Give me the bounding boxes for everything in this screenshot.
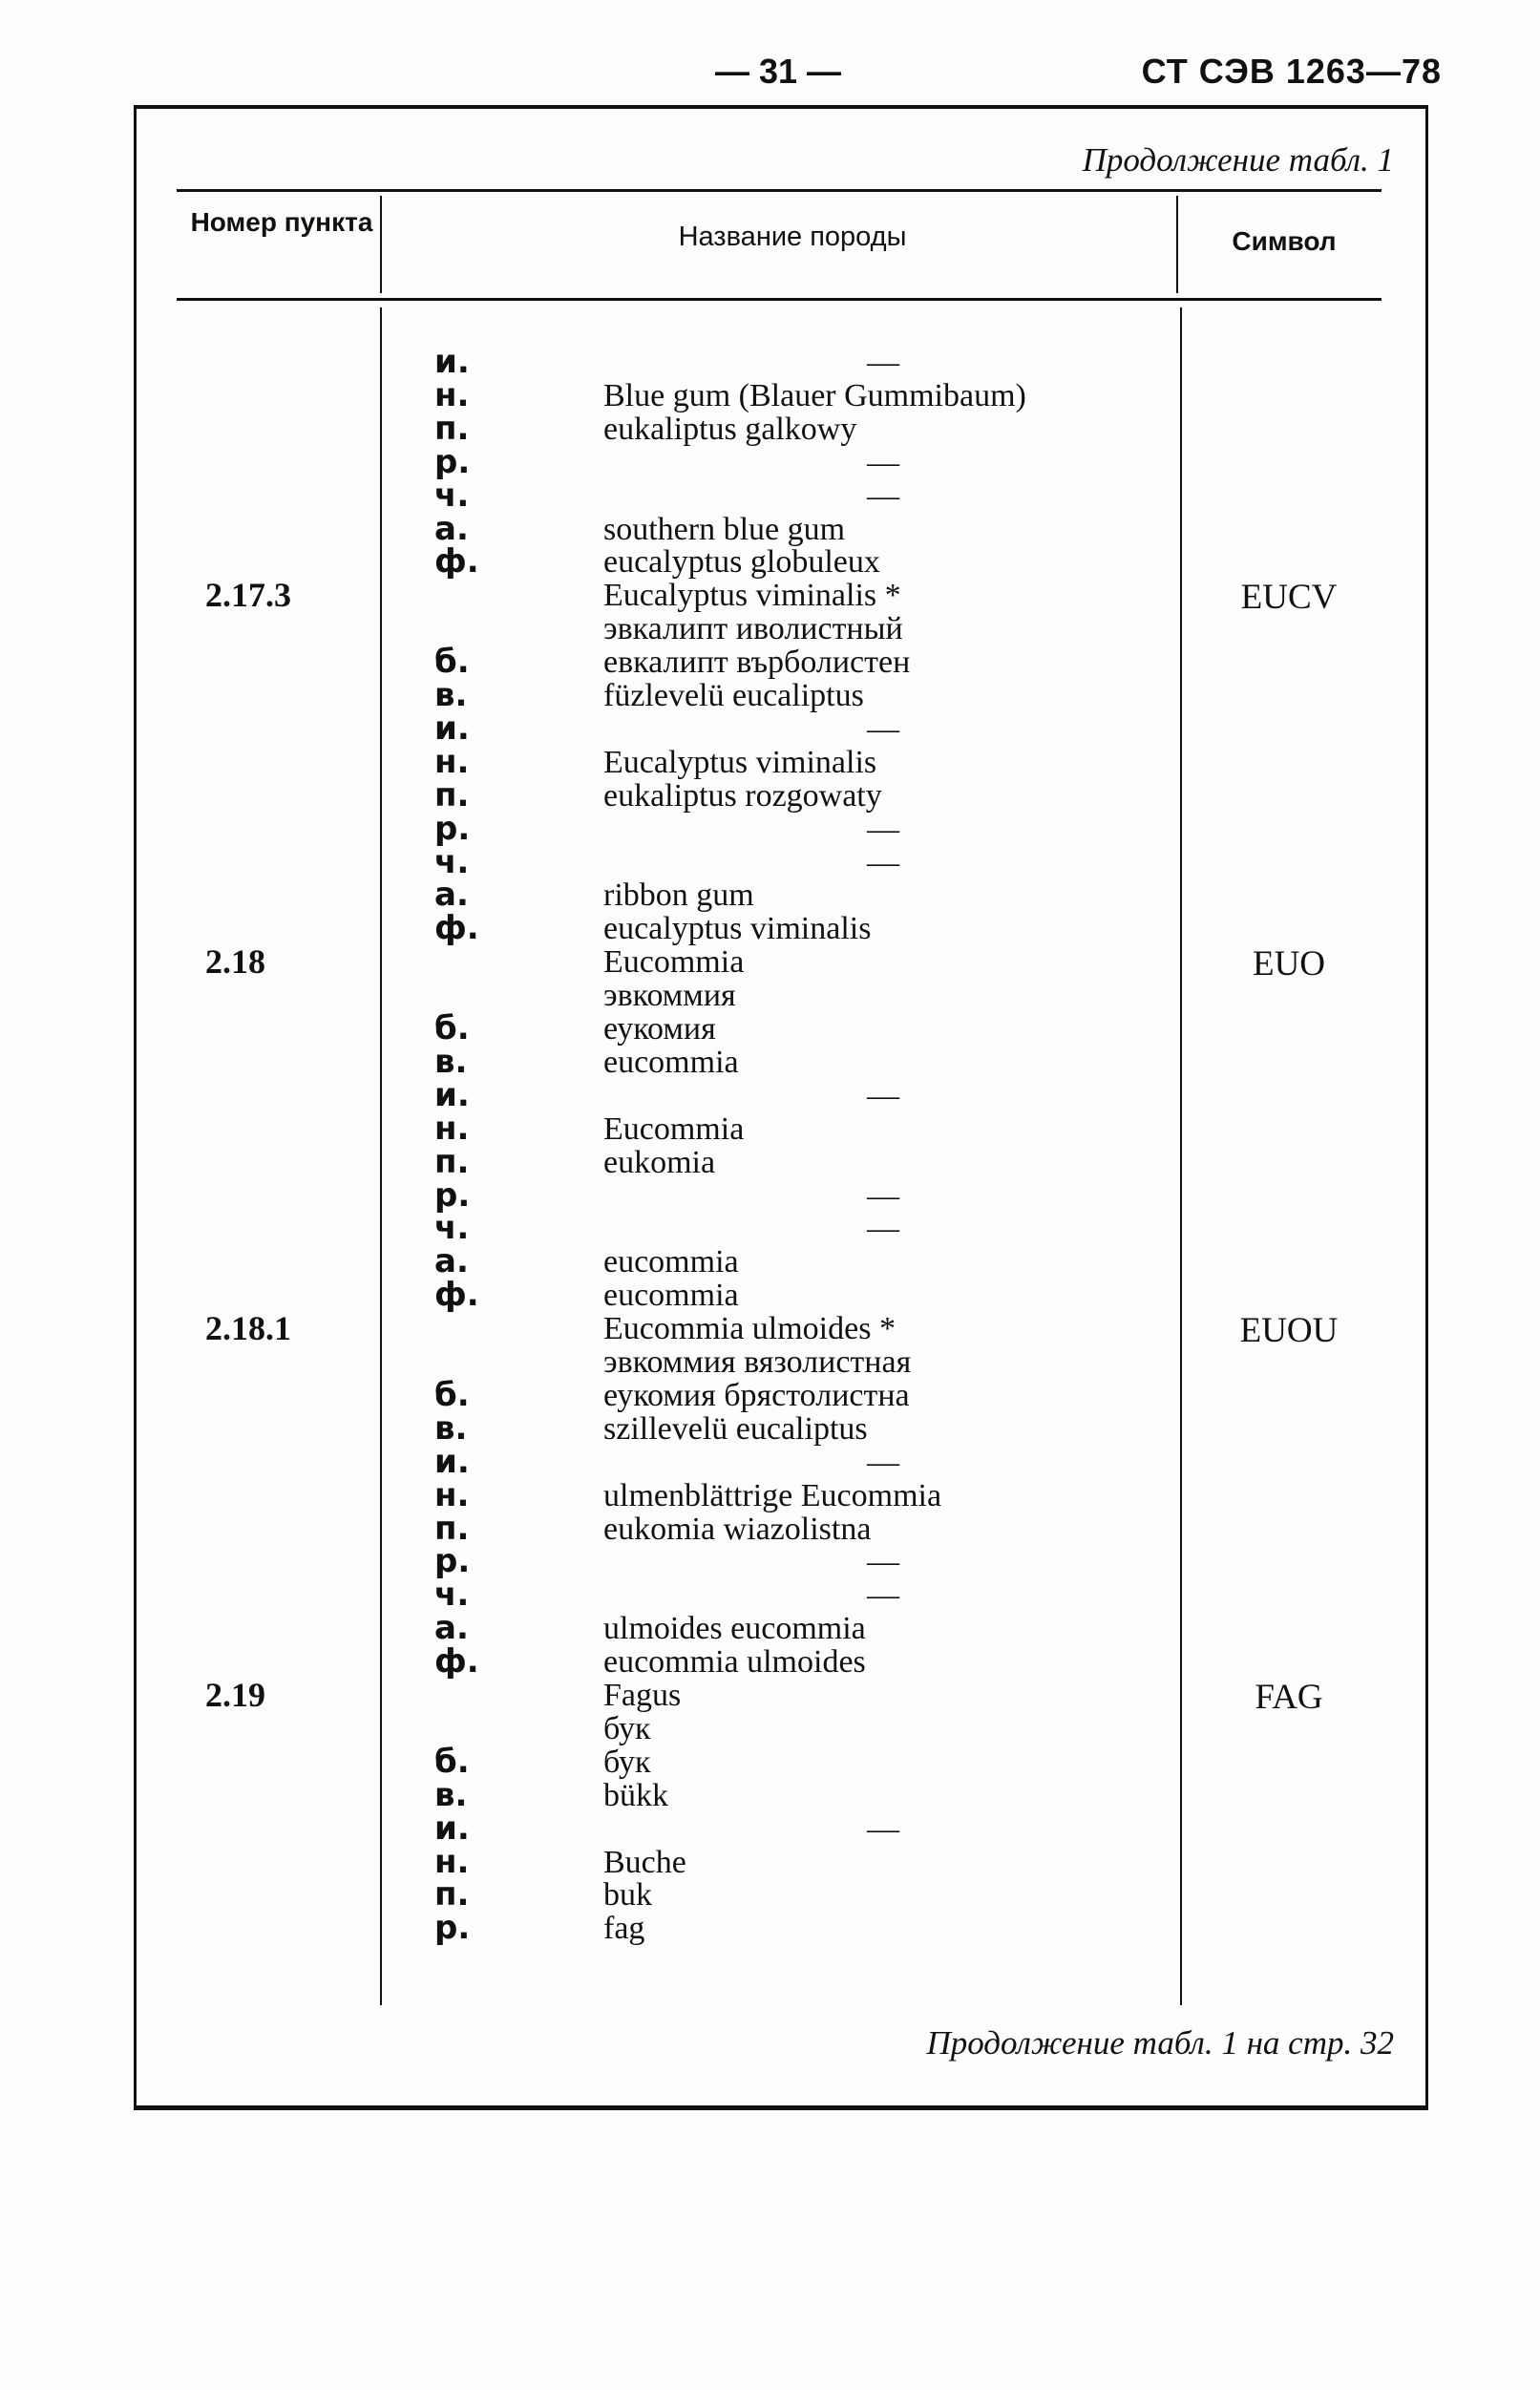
no-name-dash: — — [867, 1544, 899, 1580]
language-code: ч. — [434, 1209, 470, 1248]
table-row — [0, 1276, 1540, 1315]
table-row — [0, 509, 1540, 548]
language-code: а. — [434, 509, 469, 548]
language-code: и. — [434, 709, 470, 748]
table-row — [0, 1042, 1540, 1081]
table-row — [0, 1576, 1540, 1615]
species-name: bükk — [603, 1777, 668, 1813]
table-row — [0, 1408, 1540, 1448]
species-name: fag — [603, 1911, 645, 1947]
table-row — [0, 1075, 1540, 1114]
no-name-dash: — — [867, 1810, 899, 1847]
language-code: в. — [434, 1042, 468, 1081]
table-row — [0, 643, 1540, 682]
table-row — [0, 442, 1540, 481]
language-code: р. — [434, 442, 471, 481]
species-name: эвкоммия — [603, 978, 736, 1014]
species-name: Eucommia — [603, 944, 745, 981]
table-row — [0, 1442, 1540, 1481]
table-row — [0, 542, 1540, 582]
language-code: н. — [434, 375, 470, 414]
species-name: ribbon gum — [603, 878, 754, 914]
language-code: и. — [434, 1442, 470, 1481]
language-code: а. — [434, 1609, 469, 1648]
table-row — [0, 343, 1540, 381]
table-row — [0, 1509, 1540, 1548]
language-code: б. — [434, 1375, 470, 1414]
item-number: 2.18.1 — [205, 1309, 291, 1348]
table-row — [0, 375, 1540, 414]
species-name: бук — [603, 1710, 651, 1746]
species-name: eucommia — [603, 1044, 739, 1080]
language-code: а. — [434, 876, 469, 915]
no-name-dash: — — [867, 1577, 899, 1614]
table-row — [0, 1345, 1540, 1379]
table-row — [0, 876, 1540, 915]
standard-code: СТ СЭВ 1263—78 — [1141, 52, 1442, 91]
species-name: ulmoides eucommia — [603, 1611, 866, 1647]
species-name: eucommia ulmoides — [603, 1644, 866, 1681]
species-name: Eucommia ulmoides * — [603, 1311, 896, 1347]
table-row — [0, 1842, 1540, 1881]
species-name: Blue gum (Blauer Gummibaum) — [603, 377, 1026, 413]
language-code: н. — [434, 1475, 470, 1514]
table-row — [0, 676, 1540, 714]
no-name-dash: — — [867, 1077, 899, 1113]
table-row — [0, 1175, 1540, 1215]
table-row — [0, 1542, 1540, 1581]
species-symbol: EUCV — [1240, 578, 1338, 618]
species-name: Eucalyptus viminalis * — [603, 578, 901, 614]
language-code: р. — [434, 1542, 471, 1581]
table-row — [0, 1875, 1540, 1914]
species-name: эвкоммия вязолистная — [603, 1344, 912, 1380]
page-header — [0, 46, 1540, 103]
no-name-dash: — — [867, 444, 899, 480]
language-code: б. — [434, 1742, 470, 1781]
species-name: szillevelü eucaliptus — [603, 1410, 868, 1447]
table-row — [0, 1808, 1540, 1848]
item-number: 2.18 — [205, 942, 265, 982]
species-name: eukomia — [603, 1144, 716, 1180]
species-name: Eucalyptus viminalis — [603, 744, 877, 780]
table-row — [0, 1676, 1540, 1717]
species-name: eukaliptus galkowy — [603, 411, 857, 447]
language-code: ф. — [434, 1642, 479, 1681]
table-row — [0, 742, 1540, 781]
language-code: ч. — [434, 1576, 470, 1615]
species-name: Fagus — [603, 1678, 682, 1713]
language-code: н. — [434, 1109, 470, 1148]
table-row — [0, 979, 1540, 1012]
no-name-dash: — — [867, 345, 899, 380]
language-code: в. — [434, 1775, 468, 1814]
table-row — [0, 612, 1540, 645]
species-name: Eucommia — [603, 1110, 745, 1147]
table-row — [0, 1109, 1540, 1148]
table-row — [0, 1712, 1540, 1745]
table-row — [0, 942, 1540, 984]
table-row — [0, 1909, 1540, 1948]
language-code: ф. — [434, 542, 479, 582]
species-name: southern blue gum — [603, 511, 846, 547]
species-name: еукомия — [603, 1011, 716, 1047]
language-code: б. — [434, 643, 470, 682]
table-row — [0, 1475, 1540, 1514]
column-header-symbol: Символ — [1232, 226, 1337, 256]
species-symbol: EUOU — [1239, 1311, 1339, 1351]
language-code: п. — [434, 1875, 470, 1914]
language-code: р. — [434, 1175, 471, 1215]
species-name: еукомия брястолистна — [603, 1377, 910, 1413]
table-row — [0, 576, 1540, 618]
species-name: ulmenblättrige Eucommia — [603, 1477, 942, 1513]
table-row — [0, 1775, 1540, 1814]
language-code: и. — [434, 1808, 470, 1848]
species-name: евкалипт върболистен — [603, 645, 911, 681]
language-code: и. — [434, 343, 470, 381]
no-name-dash: — — [867, 1444, 899, 1480]
language-code: ф. — [434, 909, 479, 948]
language-code: а. — [434, 1242, 469, 1281]
species-name: eucommia — [603, 1278, 739, 1314]
language-code: б. — [434, 1009, 470, 1047]
table-row — [0, 1309, 1540, 1351]
table-continuation-caption: Продолжение табл. 1 — [1082, 141, 1394, 179]
species-name: бук — [603, 1744, 651, 1780]
column-header-name: Название породы — [678, 222, 907, 252]
no-name-dash: — — [867, 477, 899, 514]
table-row — [0, 1742, 1540, 1781]
species-name: eukaliptus rozgowaty — [603, 777, 882, 814]
language-code: н. — [434, 742, 470, 781]
table-continuation-footer: Продолжение табл. 1 на стр. 32 — [926, 2024, 1394, 2062]
header-top-rule — [177, 189, 1382, 192]
language-code: п. — [434, 1142, 470, 1181]
table-row — [0, 1609, 1540, 1648]
species-name: Buche — [603, 1844, 686, 1880]
species-name: buk — [603, 1877, 652, 1914]
table-row — [0, 409, 1540, 448]
species-name: eucalyptus globuleux — [603, 544, 880, 581]
species-symbol: FAG — [1255, 1678, 1323, 1717]
language-code: и. — [434, 1075, 470, 1114]
language-code: ч. — [434, 476, 470, 515]
table-row — [0, 1242, 1540, 1281]
language-code: в. — [434, 1408, 468, 1448]
table-row — [0, 1209, 1540, 1248]
language-code: н. — [434, 1842, 470, 1881]
language-code: п. — [434, 775, 470, 814]
language-code: п. — [434, 1509, 470, 1548]
table-row — [0, 1009, 1540, 1047]
language-code: р. — [434, 1909, 471, 1948]
table-row — [0, 775, 1540, 814]
table-row — [0, 1642, 1540, 1681]
item-number: 2.19 — [205, 1676, 265, 1714]
no-name-dash: — — [867, 844, 899, 880]
table-row — [0, 1142, 1540, 1181]
table-row — [0, 909, 1540, 948]
no-name-dash: — — [867, 710, 899, 747]
species-name: füzlevelü eucaliptus — [603, 678, 864, 713]
species-name: eucommia — [603, 1244, 739, 1280]
no-name-dash: — — [867, 811, 899, 847]
table-row — [0, 842, 1540, 881]
language-code: п. — [434, 409, 470, 448]
species-name: eukomia wiazolistna — [603, 1511, 872, 1547]
language-code: ф. — [434, 1276, 479, 1315]
column-header-number: Номер пункта — [190, 207, 373, 237]
table-row — [0, 1375, 1540, 1414]
page-number: — 31 — — [714, 52, 842, 91]
item-number: 2.17.3 — [205, 576, 291, 615]
language-code: р. — [434, 809, 471, 848]
language-code: в. — [434, 676, 468, 714]
table-row — [0, 809, 1540, 848]
header-bottom-rule — [177, 298, 1382, 301]
language-code: ч. — [434, 842, 470, 881]
species-name: eucalyptus viminalis — [603, 911, 872, 947]
no-name-dash: — — [867, 1211, 899, 1247]
table-row — [0, 476, 1540, 515]
table-row — [0, 709, 1540, 748]
species-symbol: EUO — [1252, 944, 1326, 984]
no-name-dash: — — [867, 1177, 899, 1214]
species-name: эвкалипт иволистный — [603, 611, 903, 647]
